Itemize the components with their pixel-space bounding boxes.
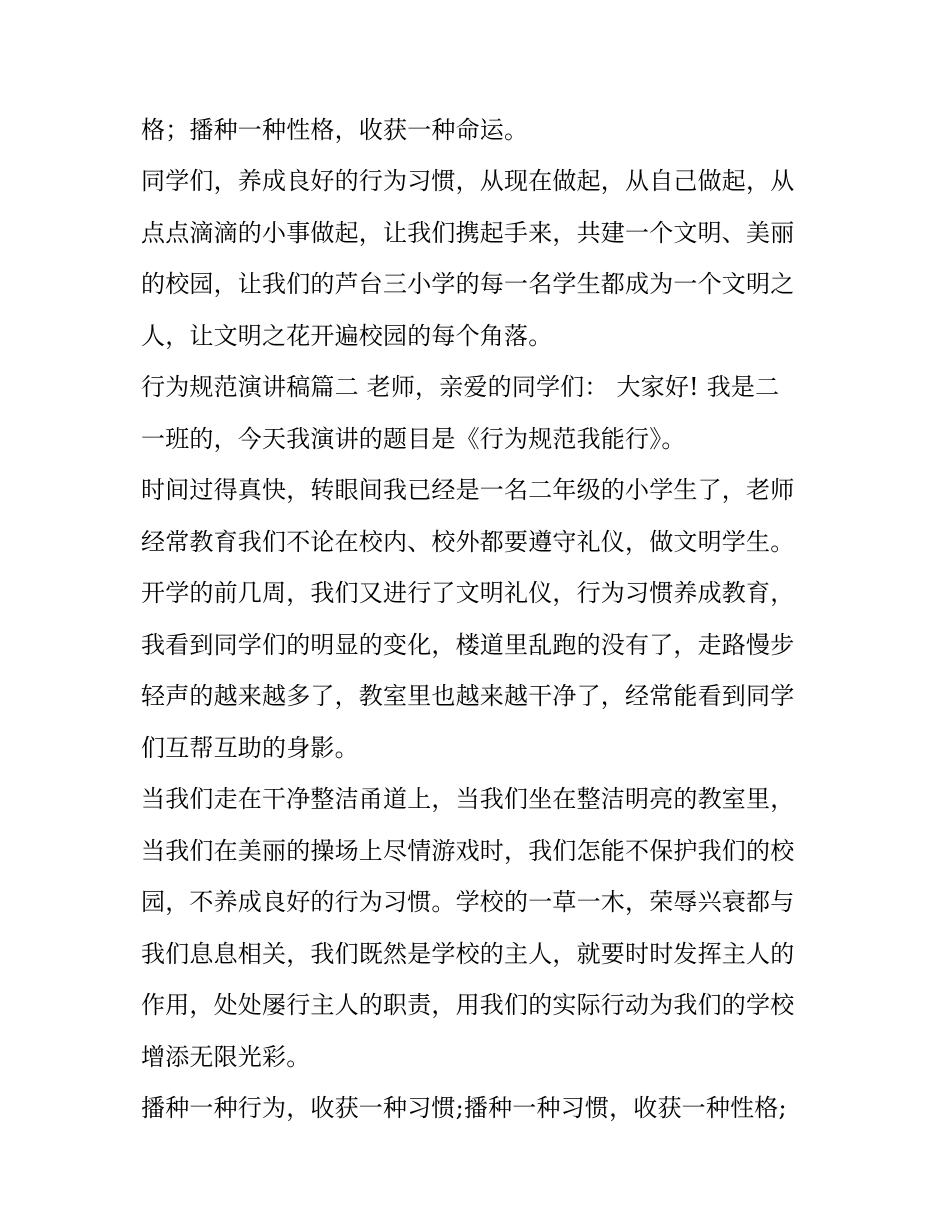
text-line: 增添无限光彩。 [141,1043,311,1071]
text-line: 当我们在美丽的操场上尽情游戏时，我们怎能不保护我们的校 [141,837,795,865]
text-line: 一班的，今天我演讲的题目是《行为规范我能行》。 [141,425,686,453]
text-line: 园，不养成良好的行为习惯。学校的一草一木，荣辱兴衰都与 [141,888,795,916]
text-line: 们互帮互助的身影。 [141,734,359,762]
text-line: 当我们走在干净整洁甬道上，当我们坐在整洁明亮的教室里， [141,785,795,813]
text-line: 经常教育我们不论在校内、校外都要遵守礼仪，做文明学生。 [141,528,795,556]
text-line: 轻声的越来越多了，教室里也越来越干净了，经常能看到同学 [141,682,795,710]
text-line: 点点滴滴的小事做起，让我们携起手来，共建一个文明、美丽 [141,219,795,247]
text-line: 人，让文明之花开遍校园的每个角落。 [141,322,553,350]
text-line: 格；播种一种性格，收获一种命运。 [141,116,529,144]
text-line: 时间过得真快，转眼间我已经是一名二年级的小学生了，老师 [141,476,795,504]
text-line: 我们息息相关，我们既然是学校的主人，就要时时发挥主人的 [141,940,795,968]
text-line: 行为规范演讲稿篇二 老师，亲爱的同学们： 大家好! 我是二 [141,373,780,401]
text-line: 我看到同学们的明显的变化，楼道里乱跑的没有了，走路慢步 [141,631,795,659]
text-line: 同学们，养成良好的行为习惯，从现在做起，从自己做起，从 [141,167,795,195]
text-line: 的校园，让我们的芦台三小学的每一名学生都成为一个文明之 [141,270,795,298]
text-line: 开学的前几周，我们又进行了文明礼仪，行为习惯养成教育， [141,579,795,607]
text-line: 播种一种行为，收获一种习惯;播种一种习惯，收获一种性格; [141,1094,787,1122]
text-line: 作用，处处屡行主人的职责，用我们的实际行动为我们的学校 [141,991,795,1019]
